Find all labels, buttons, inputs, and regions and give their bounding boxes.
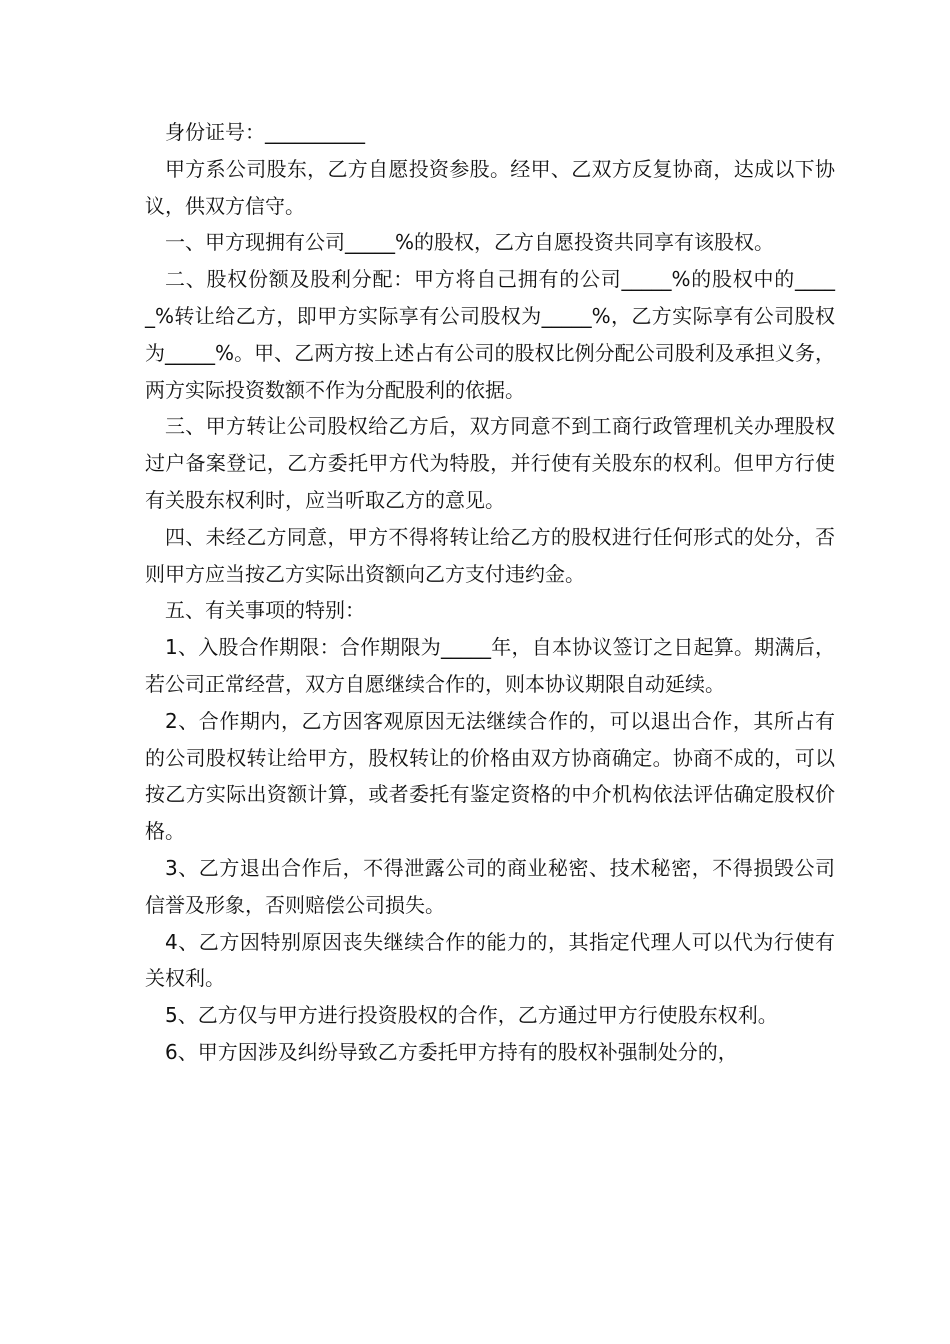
clause-4: 四、未经乙方同意，甲方不得将转让给乙方的股权进行任何形式的处分，否则甲方应当按乙方实际出资额向乙方支付违约金。 xyxy=(145,524,835,586)
preamble-paragraph: 甲方系公司股东，乙方自愿投资参股。经甲、乙双方反复协商，达成以下协议，供双方信守。 xyxy=(145,156,835,218)
clause-1: 一、甲方现拥有公司_____%的股权，乙方自愿投资共同享有该股权。 xyxy=(165,230,775,255)
document-body xyxy=(145,114,835,1071)
sub-clause-4: 4、乙方因特别原因丧失继续合作的能力的，其指定代理人可以代为行使有关权利。 xyxy=(145,929,835,991)
clause-2: 二、股权份额及股利分配：甲方将自己拥有的公司_____%的股权中的_____%转让给乙方，即甲方实际享有公司股权为_____%，乙方实际享有公司股权为_____%。甲、乙两方按上述占有公司的股权比例分配公司股利及承担义务，两方实际投资数额不作为分配股利的依据。 xyxy=(145,267,835,402)
sub-clause-2: 2、合作期内，乙方因客观原因无法继续合作的，可以退出合作，其所占有的公司股权转让给甲方，股权转让的价格由双方协商确定。协商不成的，可以按乙方实际出资额计算，或者委托有鉴定资格的中介机构依法评估确定股权价格。 xyxy=(145,708,835,844)
sub-clause-3: 3、乙方退出合作后，不得泄露公司的商业秘密、技术秘密，不得损毁公司信誉及形象，否则赔偿公司损失。 xyxy=(145,855,835,917)
clause-5-heading: 五、有关事项的特别： xyxy=(165,598,365,623)
id-number-line: 身份证号：__________ xyxy=(165,120,365,144)
sub-clause-5: 5、乙方仅与甲方进行投资股权的合作，乙方通过甲方行使股东权利。 xyxy=(165,1003,778,1028)
sub-clause-1: 1、入股合作期限：合作期限为_____年，自本协议签订之日起算。期满后，若公司正常经营，双方自愿继续合作的，则本协议期限自动延续。 xyxy=(145,635,835,696)
sub-clause-6: 6、甲方因涉及纠纷导致乙方委托甲方持有的股权补强制处分的， xyxy=(165,1039,738,1064)
clause-3: 三、甲方转让公司股权给乙方后，双方同意不到工商行政管理机关办理股权过户备案登记，乙方委托甲方代为特股，并行使有关股东的权利。但甲方行使有关股东权利时，应当听取乙方的意见。 xyxy=(145,414,835,512)
